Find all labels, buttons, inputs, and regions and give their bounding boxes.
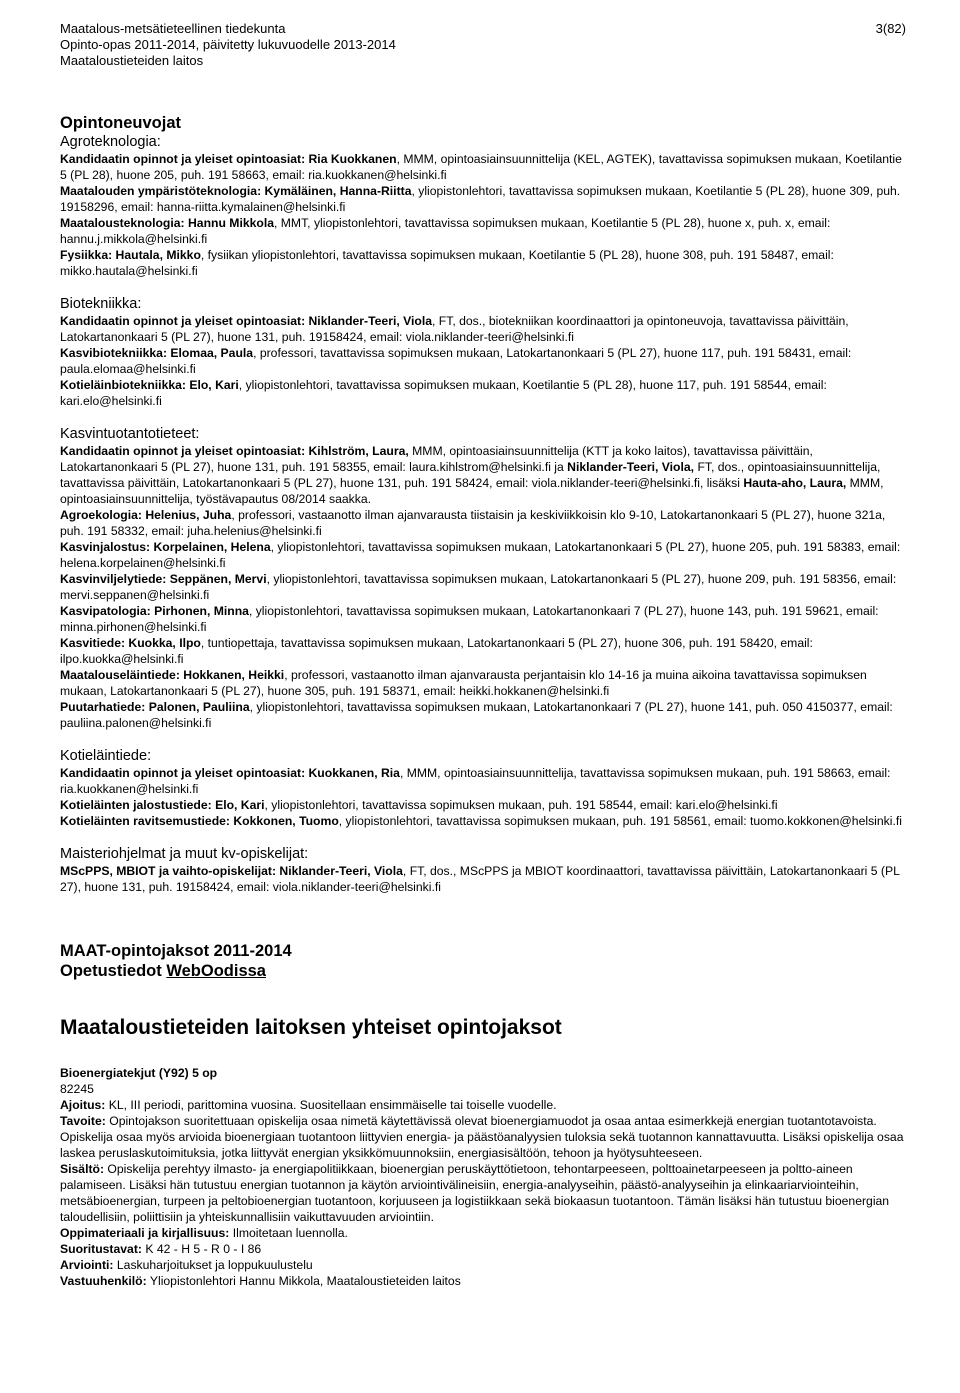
page-number: 3(82) <box>875 21 906 36</box>
header-guide: Opinto-opas 2011-2014, päivitetty lukuvuodelle 2013-2014 <box>60 37 396 52</box>
course-arviointi: Arviointi: Laskuharjoitukset ja loppukuulustelu <box>60 1258 313 1272</box>
advisor-paragraph: Kasvipatologia: Pirhonen, Minna, yliopistonlehtori, tavattavissa sopimuksen mukaan, Latokartanonkaari 7 (PL 27), huone 143, puh. 191 59621, email: minna.pirhonen@helsinki.fi <box>60 604 879 634</box>
course-title: Bioenergiatekjut (Y92) 5 op <box>60 1066 218 1080</box>
advisor-paragraph: Kasvitiede: Kuokka, Ilpo, tuntiopettaja, tavattavissa sopimuksen mukaan, Latokartanonkaari 5 (PL 27), huone 306, puh. 191 58420, email: ilpo.kuokka@helsinki.fi <box>60 636 813 666</box>
course-oppimateriaali: Oppimateriaali ja kirjallisuus: Ilmoitetaan luennolla. <box>60 1226 348 1240</box>
advisor-paragraph: Maatalouden ympäristöteknologia: Kymäläinen, Hanna-Riitta, yliopistonlehtori, tavattavissa sopimuksen mukaan, Koetilantie 5 (PL 28), huone 309, puh. 19158296, email: hanna-riitta.kymalainen@helsinki.fi <box>60 184 901 214</box>
advisor-paragraph: Puutarhatiede: Palonen, Pauliina, yliopistonlehtori, tavattavissa sopimuksen mukaan, Latokartanonkaari 7 (PL 27), huone 141, puh. 050 4150377, email: pauliina.palonen@helsinki.fi <box>60 700 893 730</box>
advisor-paragraph: Maatalousteknologia: Hannu Mikkola, MMT, yliopistonlehtori, tavattavissa sopimuksen mukaan, Koetilantie 5 (PL 28), huone x, puh. x, email: hannu.j.mikkola@helsinki.fi <box>60 216 831 246</box>
subheading-agroteknologia: Agroteknologia: <box>60 134 161 150</box>
advisor-paragraph: Kandidaatin opinnot ja yleiset opintoasiat: Kihlström, Laura, MMM, opintoasiainsuunnittelija (KTT ja koko laitos), tavattavissa päivittäin, Latokartanonkaari 5 (PL 27), huone 131, puh. 191 58355, email: laura.kihlstrom@helsinki.fi ja Niklander-Teeri, Viola, FT, dos., opintoasiainsuunnittelija, tavattavissa päivittäin, Latokartanonkaari 5 (PL 27), huone 131, puh. 191 58424, email: viola.niklander-teeri@helsinki.fi, lisäksi Hauta-aho, Laura, MMM, opintoasiainsuunnittelija, työstävapautus 08/2014 saakka. <box>60 444 884 506</box>
advisor-paragraph: Kandidaatin opinnot ja yleiset opintoasiat: Kuokkanen, Ria, MMM, opintoasiainsuunnittelija, tavattavissa sopimuksen mukaan, puh. 191 58663, email: ria.kuokkanen@helsinki.fi <box>60 766 891 796</box>
subheading-biotekniikka: Biotekniikka: <box>60 296 142 312</box>
advisor-paragraph: Kotieläinten jalostustiede: Elo, Kari, yliopistonlehtori, tavattavissa sopimuksen mukaan, puh. 191 58544, email: kari.elo@helsinki.fi <box>60 798 778 812</box>
advisor-paragraph: Kasvibiotekniikka: Elomaa, Paula, professori, tavattavissa sopimuksen mukaan, Latokartanonkaari 5 (PL 27), huone 117, puh. 191 58431, email: paula.elomaa@helsinki.fi <box>60 346 852 376</box>
advisor-paragraph: Agroekologia: Helenius, Juha, professori, vastaanotto ilman ajanvarausta tiistaisin ja keskiviikkoisin klo 9-10, Latokartanonkaari 5 (PL 27), huone 321a, puh. 191 58332, email: juha.helenius@helsinki.fi <box>60 508 886 538</box>
advisor-paragraph: Kandidaatin opinnot ja yleiset opintoasiat: Niklander-Teeri, Viola, FT, dos., biotekniikan koordinaattori ja opintoneuvoja, tavattavissa päivittäin, Latokartanonkaari 5 (PL 27), huone 131, puh. 19158424, email: viola.niklander-teeri@helsinki.fi <box>60 314 849 344</box>
advisor-paragraph: Fysiikka: Hautala, Mikko, fysiikan yliopistonlehtori, tavattavissa sopimuksen mukaan, Koetilantie 5 (PL 28), huone 308, puh. 191 58487, email: mikko.hautala@helsinki.fi <box>60 248 834 278</box>
course-code: 82245 <box>60 1082 94 1096</box>
advisor-paragraph: Kotieläinbiotekniikka: Elo, Kari, yliopistonlehtori, tavattavissa sopimuksen mukaan, Koetilantie 5 (PL 28), huone 117, puh. 191 58544, email: kari.elo@helsinki.fi <box>60 378 827 408</box>
course-suoritustavat: Suoritustavat: K 42 - H 5 - R 0 - I 86 <box>60 1242 262 1256</box>
advisor-paragraph: MScPPS, MBIOT ja vaihto-opiskelijat: Niklander-Teeri, Viola, FT, dos., MScPPS ja MBIOT koordinaattori, tavattavissa päivittäin, Latokartanonkaari 5 (PL 27), huone 131, puh. 19158424, email: viola.niklander-teeri@helsinki.fi <box>60 864 900 894</box>
subheading-maisteriohjelmat: Maisteriohjelmat ja muut kv-opiskelijat: <box>60 846 309 862</box>
header-faculty: Maatalous-metsätieteellinen tiedekunta <box>60 21 286 36</box>
advisor-paragraph: Kasvinviljelytiede: Seppänen, Mervi, yliopistonlehtori, tavattavissa sopimuksen mukaan, Latokartanonkaari 5 (PL 27), huone 209, puh. 191 58356, email: mervi.seppanen@helsinki.fi <box>60 572 897 602</box>
document-page <box>60 21 906 1289</box>
section-title-yhteiset: Maataloustieteiden laitoksen yhteiset opintojaksot <box>60 1016 562 1039</box>
weboodi-link[interactable]: WebOodissa <box>166 962 266 980</box>
course-vastuuhenkilo: Vastuuhenkilö: Yliopistonlehtori Hannu Mikkola, Maataloustieteiden laitos <box>60 1274 461 1288</box>
subheading-kotielaintiede: Kotieläintiede: <box>60 748 152 764</box>
course-ajoitus: Ajoitus: KL, III periodi, parittomina vuosina. Suositellaan ensimmäiselle tai toiselle vuodelle. <box>60 1098 557 1112</box>
advisor-paragraph: Kandidaatin opinnot ja yleiset opintoasiat: Ria Kuokkanen, MMM, opintoasiainsuunnittelija (KEL, AGTEK), tavattavissa sopimuksen mukaan, Koetilantie 5 (PL 28), huone 205, puh. 191 58663, email: ria.kuokkanen@helsinki.fi <box>60 152 902 182</box>
page-header <box>60 21 906 69</box>
header-department: Maataloustieteiden laitos <box>60 53 204 68</box>
subheading-kasvintuotantotieteet: Kasvintuotantotieteet: <box>60 426 200 442</box>
maat-block <box>60 941 906 981</box>
course-tavoite: Tavoite: Opintojakson suoritettuaan opiskelija osaa nimetä käytettävissä olevat bioenergiamuodot ja osaa antaa esimerkkejä energian tuotantotavoista. Opiskelija osaa myös arvioida bioenergiaan tuotantoon liittyvien energia- ja päästöanalyysien tuloksia sekä tuotannon kannattavuutta. Lisäksi opiskelija osaa laskea peruslaskutoimituksia, jotka liittyvät energian yksikkömuunnoksiin, energiasisältöön, tehoon ja hyötysuhteeseen. <box>60 1114 904 1160</box>
advisor-paragraph: Kasvinjalostus: Korpelainen, Helena, yliopistonlehtori, tavattavissa sopimuksen mukaan, Latokartanonkaari 5 (PL 27), huone 205, puh. 191 58383, email: helena.korpelainen@helsinki.fi <box>60 540 901 570</box>
advisor-paragraph: Maatalouseläintiede: Hokkanen, Heikki, professori, vastaanotto ilman ajanvarausta perjantaisin klo 14-16 ja muina aikoina tavattavissa sopimuksen mukaan, Latokartanonkaari 5 (PL 27), huone 305, puh. 191 58371, email: heikki.hokkanen@helsinki.fi <box>60 668 867 698</box>
course-sisalto: Sisältö: Opiskelija perehtyy ilmasto- ja energiapolitiikkaan, bioenergian peruskäyttötietoon, tehontarpeeseen, polttoainetarpeeseen ja poltto-aineen palamiseen. Lisäksi hän tutustuu energian tuotannon ja käytön arviointivälineisiin, energia-analyyseihin, päästö-analyyseihin ja elinkaariarviointeihin, metsäbioenergian, turpeen ja peltobioenergian tuotantoon, korjuuseen ja logistiikkaan sekä biokaasun tuotantoon. Tämän lisäksi hän tutustuu bioenergian taloudellisiin, poliittisiin ja yhteiskunnallisiin vaikuttavuuden arviointiin. <box>60 1162 890 1224</box>
course-block <box>60 1065 906 1289</box>
section-title-opintoneuvojat: Opintoneuvojat <box>60 114 181 132</box>
opetustiedot-line: Opetustiedot WebOodissa <box>60 962 266 980</box>
advisor-paragraph: Kotieläinten ravitsemustiede: Kokkonen, Tuomo, yliopistonlehtori, tavattavissa sopimuksen mukaan, puh. 191 58561, email: tuomo.kokkonen@helsinki.fi <box>60 814 902 828</box>
maat-title: MAAT-opintojaksot 2011-2014 <box>60 942 292 960</box>
